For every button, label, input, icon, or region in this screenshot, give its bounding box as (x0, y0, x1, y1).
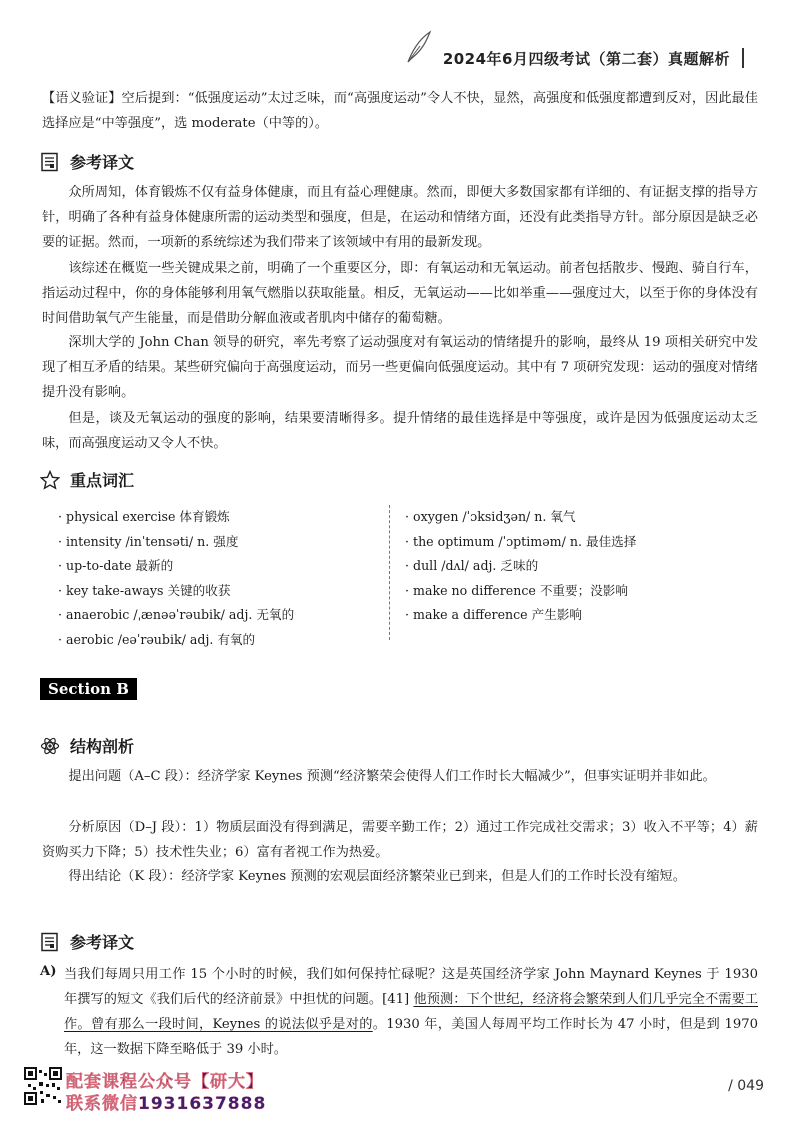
structure-conclusion: 得出结论（K 段）：经济学家 Keynes 预测的宏观层面经济繁荣业已到来，但是人们的工作时长没有缩短。 (68, 869, 686, 884)
translation-paragraph: 众所周知，体育锻炼不仅有益身体健康，而且有益心理健康。然而，即便大多数国家都有详细的、有证据支撑的指导方针，明确了各种有益身体健康所需的运动类型和强度，但是，在运动和情绪方面，还没有此类指导方针。部分原因是缺乏必要的证据。然而，一项新的系统综述为我们带来了该领域中有用的最新发现。 (42, 185, 758, 250)
vocab-divider (389, 505, 390, 640)
vocab-item: · physical exercise 体育锻炼 (58, 509, 230, 524)
feather-icon (404, 30, 434, 64)
document-icon (40, 932, 60, 952)
vocab-list-left (58, 505, 294, 653)
section-heading-vocab (40, 468, 134, 491)
section-heading-structure (40, 734, 134, 757)
document-icon (40, 152, 60, 172)
structure-problem: 提出问题（A–C 段）：经济学家 Keynes 预测“经济繁荣会使得人们工作时长大幅减少”，但事实证明并非如此。 (68, 769, 716, 784)
vocab-item: · key take-aways 关键的收获 (58, 582, 231, 598)
vocab-item: · intensity /inˈtensəti/ n. 强度 (58, 533, 239, 549)
vocab-item: · make no difference 不重要；没影响 (405, 582, 628, 598)
qr-code-icon (24, 1067, 62, 1105)
heading-text: 参考译文 (70, 933, 135, 952)
verification-label: 【语义验证】 (42, 91, 122, 106)
vocab-item: · anaerobic /ˌænəəˈrəubik/ adj. 无氧的 (58, 607, 295, 623)
translation-paragraph: 但是，谈及无氧运动的强度的影响，结果要清晰得多。提升情绪的最佳选择是中等强度，或许是因为低强度运动太乏味，而高强度运动又令人不快。 (42, 411, 758, 451)
page-number: / 049 (728, 1078, 764, 1094)
footer-promo-line-1: 配套课程公众号【研大】 (66, 1072, 264, 1092)
footer-promo-line-2: 联系微信1931637888 (66, 1094, 267, 1114)
paragraph-a-label: A) (40, 964, 57, 979)
header-title: 2024年6月四级考试（第二套）真题解析 (442, 50, 730, 68)
paragraph-a (64, 962, 758, 1062)
paragraph-a-text: 当我们每周只用工作 15 个小时的时候，我们如何保持忙碌呢？这是英国经济学家 John Maynard Keynes 于 1930 年撰写的短文《我们后代的经济前景》中担忧的问题。[41] (64, 967, 758, 1007)
translation-paragraph: 深圳大学的 John Chan 领导的研究，率先考察了运动强度对有氧运动的情绪提升的影响，最终从 19 项相关研究中发现了相互矛盾的结果。某些研究偏向于高强度运动，而另一些更偏向低强度运动。其中有 7 项研究发现：运动的强度对情绪提升没有影响。 (42, 335, 758, 400)
heading-text: 结构剖析 (70, 737, 135, 756)
paragraph-a-text-end: 。1930 年，美国人每周平均工作时长为 47 小时，但是到 1970 年，这一数据下降至略低于 39 小时。 (64, 1017, 758, 1057)
section-b-label: Section B (40, 678, 137, 700)
vocab-item: · dull /dʌl/ adj. 乏味的 (405, 558, 539, 574)
heading-text: 重点词汇 (70, 471, 135, 490)
verification-text: 空后提到：“低强度运动”太过乏味，而“高强度运动”令人不快，显然，高强度和低强度都遭到反对，因此最佳选择应是“中等强度”，选 moderate（中等的）。 (42, 91, 758, 131)
vocab-list-right (405, 505, 636, 628)
vocab-item: · aerobic /eəˈrəubik/ adj. 有氧的 (58, 631, 256, 647)
heading-text: 参考译文 (70, 153, 135, 172)
structure-analysis: 分析原因（D–J 段）：1）物质层面没有得到满足，需要辛勤工作；2）通过工作完成社交需求；3）收入不平等；4）薪资购买力下降；5）技术性失业；6）富有者视工作为热爱。 (42, 820, 758, 860)
section-heading-translation-2 (40, 930, 134, 953)
header-divider (742, 48, 744, 68)
vocab-item: · the optimum /ˈɔptiməm/ n. 最佳选择 (405, 533, 637, 549)
star-icon (40, 470, 60, 490)
translation-paragraph: 该综述在概览一些关键成果之前，明确了一个重要区分，即：有氧运动和无氧运动。前者包括散步、慢跑、骑自行车，指运动过程中，你的身体能够利用氧气燃脂以获取能量。相反，无氧运动——比如举重——强度过大，以至于你的身体没有时间借助氧气产生能量，而是借助分解血液或者肌肉中储存的葡萄糖。 (42, 261, 758, 326)
atom-icon (40, 736, 60, 756)
section-heading-translation-1 (40, 150, 134, 173)
vocab-item: · oxygen /ˈɔksidʒən/ n. 氧气 (405, 509, 576, 524)
page-header (0, 0, 800, 82)
semantic-verification (42, 86, 758, 136)
vocab-item: · make a difference 产生影响 (405, 607, 583, 623)
paragraph-a-underlined: 他预测：下个世纪，经济将会繁荣到人们几乎完全不需要工作。曾有那么一段时间，Keynes 的说法似乎是对的 (64, 992, 759, 1032)
vocab-item: · up-to-date 最新的 (58, 558, 174, 574)
